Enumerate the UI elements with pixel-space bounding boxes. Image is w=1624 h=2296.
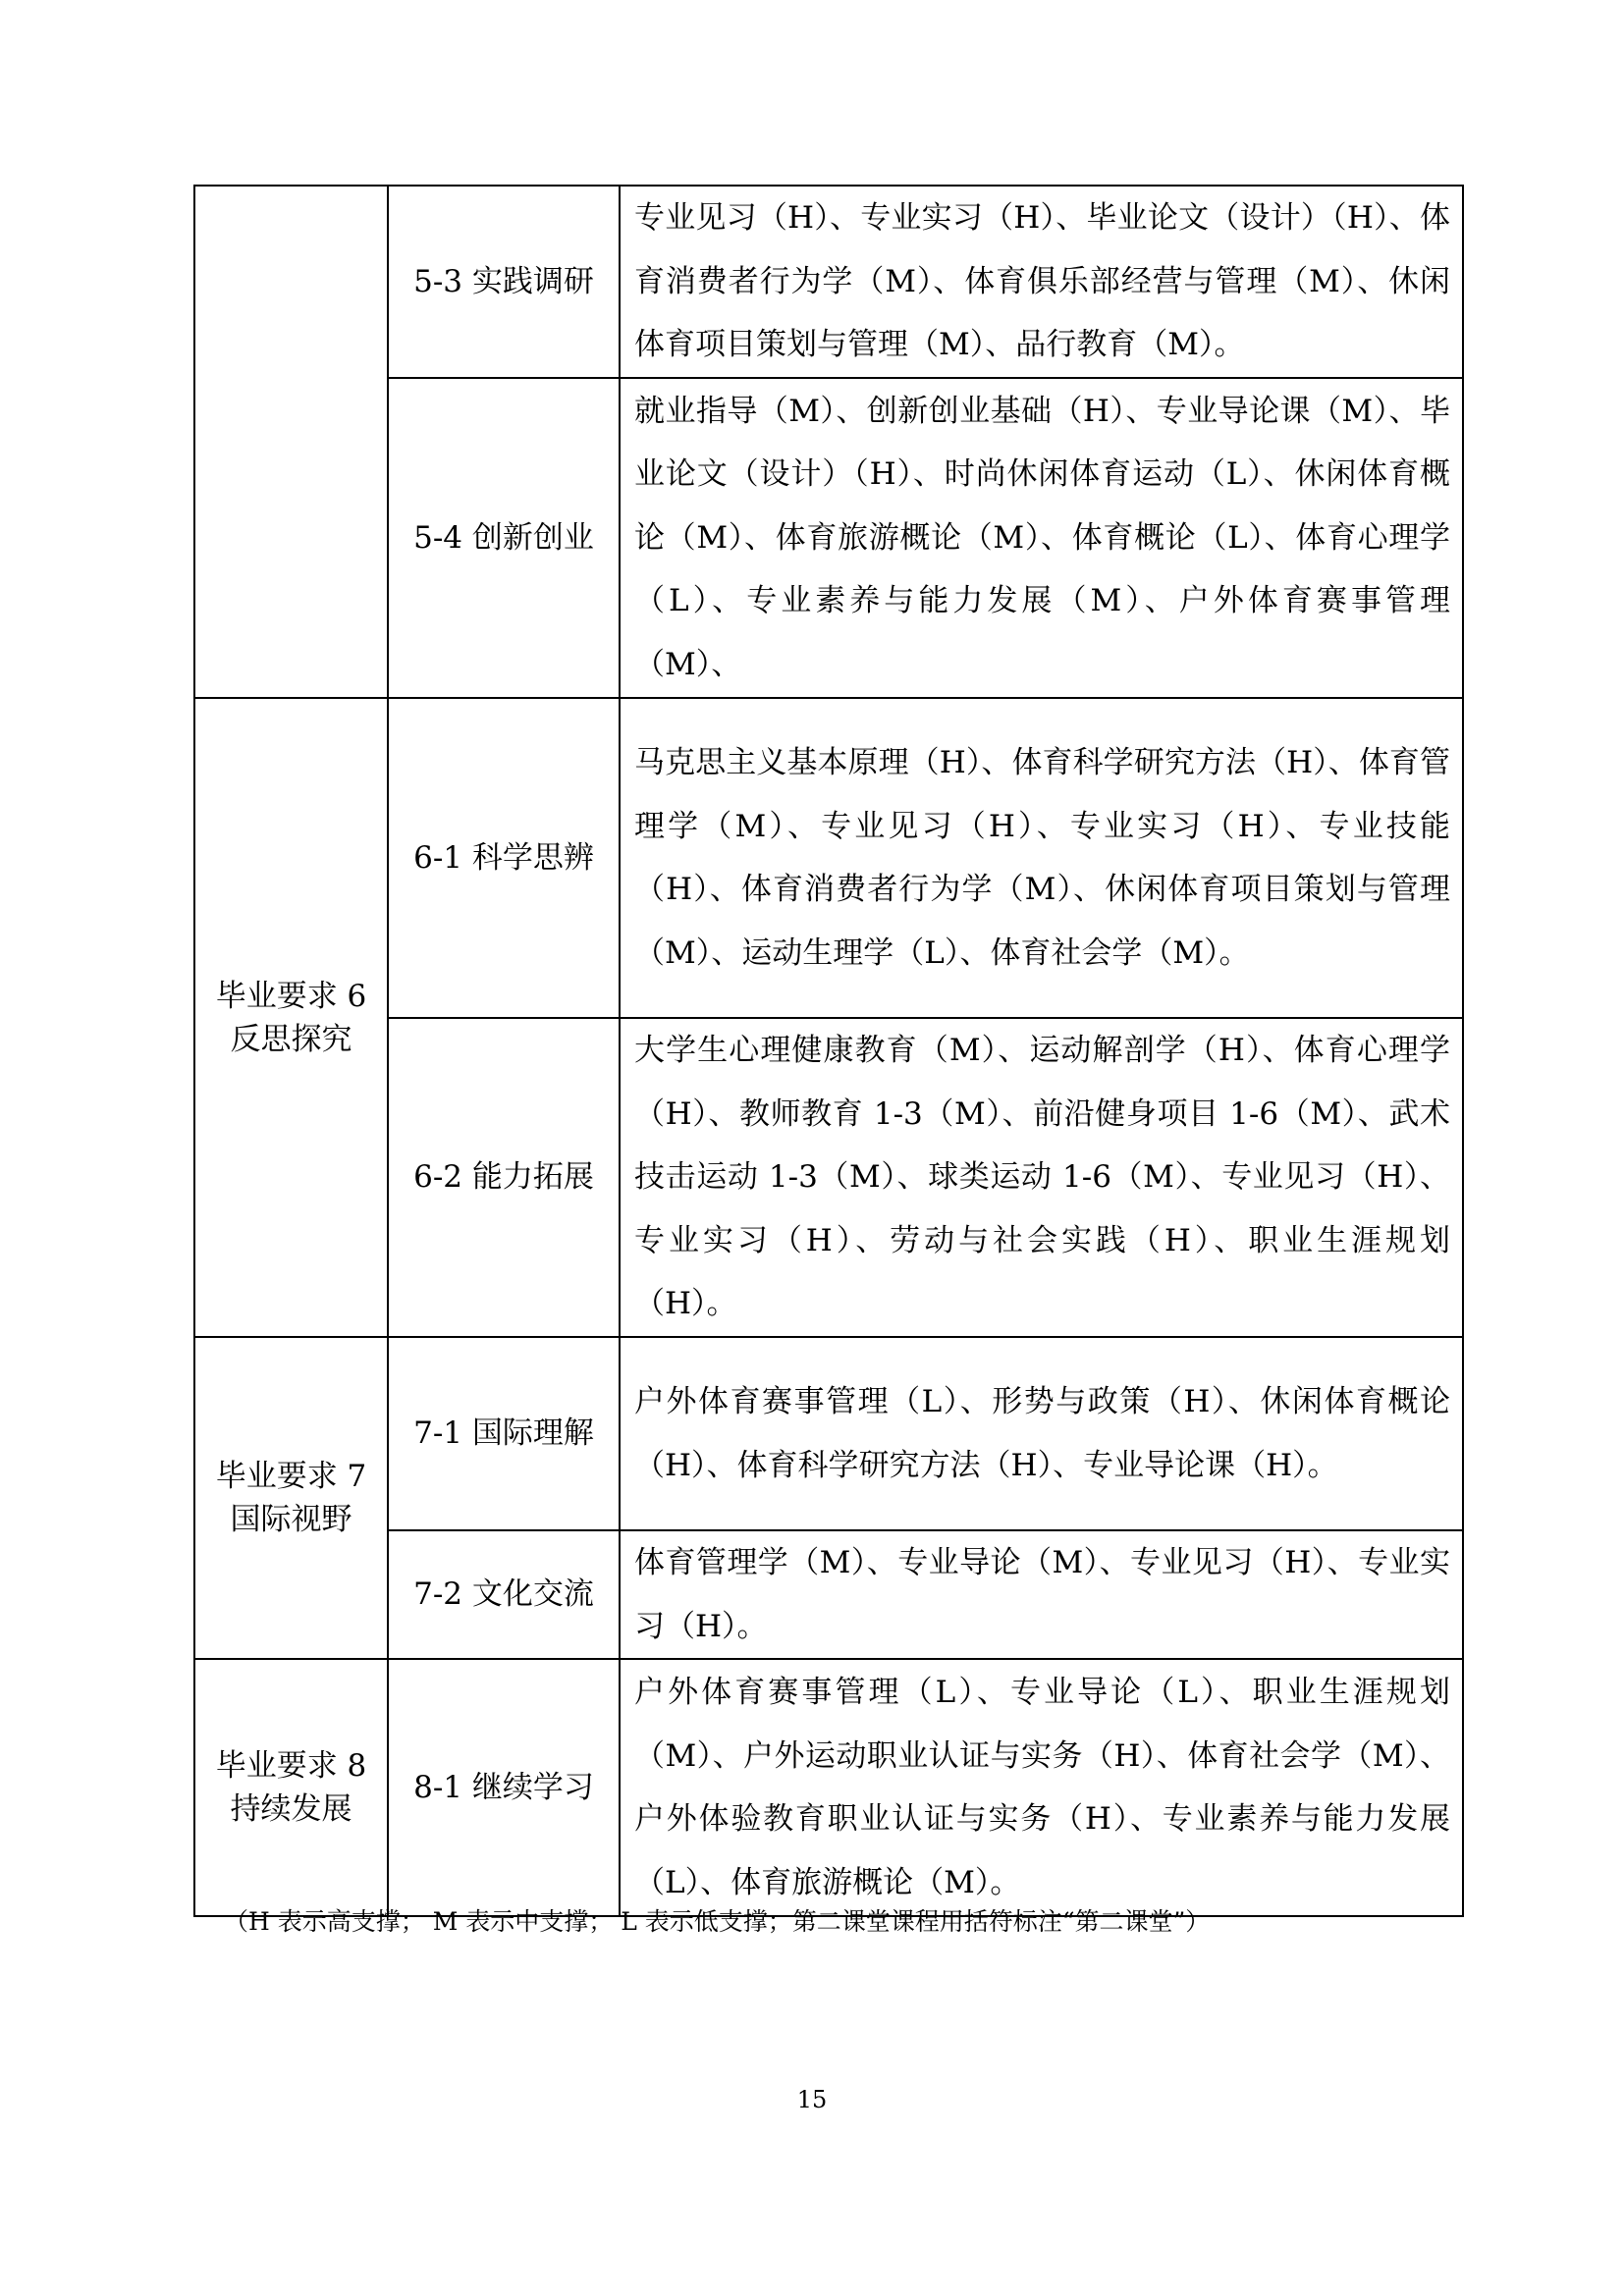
requirement-cell-7	[194, 1337, 388, 1659]
requirement-label-line2: 国际视野	[230, 1502, 352, 1537]
indicator-label-6-1: 6-1 科学思辨	[388, 698, 620, 1018]
indicator-courses-7-1: 户外体育赛事管理（L）、形势与政策（H）、休闲体育概论（H）、体育科学研究方法（H）、专业导论课（H）。	[620, 1337, 1463, 1530]
indicator-courses-5-3: 专业见习（H）、专业实习（H）、毕业论文（设计）（H）、体育消费者行为学（M）、体育俱乐部经营与管理（M）、休闲体育项目策划与管理（M）、品行教育（M）。	[620, 186, 1463, 378]
table-row	[194, 1659, 1463, 1916]
indicator-label-8-1: 8-1 继续学习	[388, 1659, 620, 1916]
table-row	[194, 186, 1463, 378]
requirement-cell-5	[194, 186, 388, 698]
indicator-courses-7-2: 体育管理学（M）、专业导论（M）、专业见习（H）、专业实习（H）。	[620, 1530, 1463, 1659]
indicator-label-6-2: 6-2 能力拓展	[388, 1018, 620, 1337]
requirement-label-line1: 毕业要求 8	[215, 1748, 367, 1784]
requirement-label-line1: 毕业要求 7	[215, 1459, 367, 1494]
indicator-label-7-2: 7-2 文化交流	[388, 1530, 620, 1659]
requirement-label-line1: 毕业要求 6	[215, 978, 367, 1014]
page-number: 15	[796, 2086, 828, 2113]
indicator-label-5-3: 5-3 实践调研	[388, 186, 620, 378]
indicator-label-5-4: 5-4 创新创业	[388, 378, 620, 698]
indicator-courses-6-1: 马克思主义基本原理（H）、体育科学研究方法（H）、体育管理学（M）、专业见习（H）、专业实习（H）、专业技能（H）、体育消费者行为学（M）、休闲体育项目策划与管理（M）、运动生理学（L）、体育社会学（M）。	[620, 698, 1463, 1018]
requirements-course-matrix-table	[193, 185, 1464, 1917]
requirement-cell-8	[194, 1659, 388, 1916]
requirement-cell-6	[194, 698, 388, 1337]
indicator-courses-8-1: 户外体育赛事管理（L）、专业导论（L）、职业生涯规划（M）、户外运动职业认证与实务（H）、体育社会学（M）、户外体验教育职业认证与实务（H）、专业素养与能力发展（L）、体育旅游概论（M）。	[620, 1659, 1463, 1916]
requirement-label-line2: 反思探究	[230, 1021, 352, 1057]
indicator-courses-5-4: 就业指导（M）、创新创业基础（H）、专业导论课（M）、毕业论文（设计）（H）、时尚休闲体育运动（L）、休闲体育概论（M）、体育旅游概论（M）、体育概论（L）、体育心理学（L）、专业素养与能力发展（M）、户外体育赛事管理（M）、	[620, 378, 1463, 698]
table-footnote: （H 表示高支撑； M 表示中支撑； L 表示低支撑；第二课堂课程用括符标注“第二课堂”）	[224, 1907, 1211, 1936]
table-row	[194, 1337, 1463, 1530]
indicator-label-7-1: 7-1 国际理解	[388, 1337, 620, 1530]
requirement-label-line2: 持续发展	[230, 1791, 352, 1827]
indicator-courses-6-2: 大学生心理健康教育（M）、运动解剖学（H）、体育心理学（H）、教师教育 1-3（M）、前沿健身项目 1-6（M）、武术技击运动 1-3（M）、球类运动 1-6（M）、专业见习（H）、专业实习（H）、劳动与社会实践（H）、职业生涯规划（H）。	[620, 1018, 1463, 1337]
table-row	[194, 698, 1463, 1018]
